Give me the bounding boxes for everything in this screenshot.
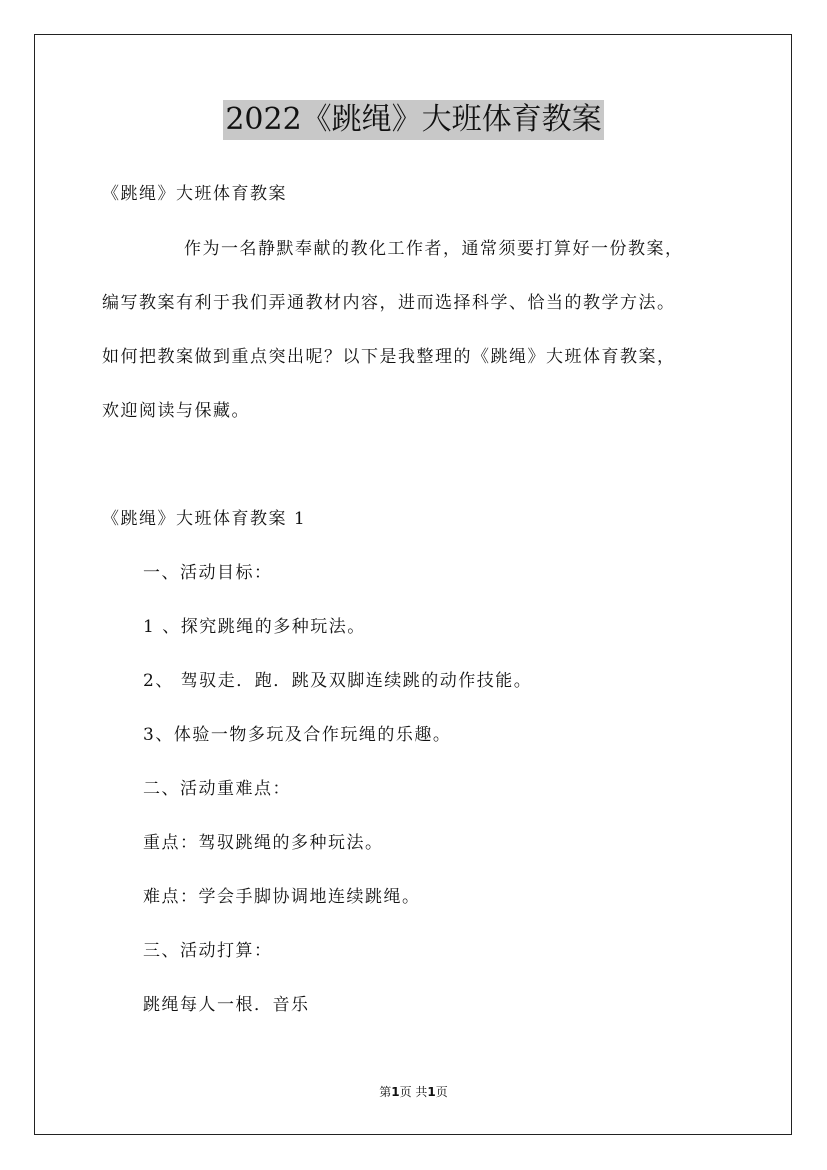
intro-line-2: 编写教案有利于我们弄通教材内容，进而选择科学、恰当的教学方法。: [102, 293, 676, 313]
page-footer: [0, 1084, 827, 1100]
list-item: 重点：驾驭跳绳的多种玩法。: [143, 833, 384, 853]
document-title: 2022《跳绳》大班体育教案: [223, 100, 603, 140]
list-item: 跳绳每人一根．音乐: [143, 995, 310, 1015]
list-item: 1 、探究跳绳的多种玩法。: [143, 617, 366, 637]
footer-suffix: 页: [435, 1085, 448, 1099]
intro-line-4: 欢迎阅读与保藏。: [102, 401, 250, 421]
list-item: 2、 驾驭走．跑．跳及双脚连续跳的动作技能。: [143, 671, 533, 691]
footer-total-pages: 1: [427, 1085, 436, 1099]
list-item: 3、体验一物多玩及合作玩绳的乐趣。: [143, 725, 452, 745]
footer-prefix: 第: [379, 1085, 392, 1099]
intro-line-3: 如何把教案做到重点突出呢？以下是我整理的《跳绳》大班体育教案，: [102, 347, 676, 367]
footer-mid: 页 共: [399, 1085, 428, 1099]
list-item: 难点：学会手脚协调地连续跳绳。: [143, 887, 421, 907]
document-subtitle: 《跳绳》大班体育教案: [102, 184, 287, 204]
list-item: 一、活动目标：: [143, 563, 273, 583]
intro-line-1: 作为一名静默奉献的教化工作者，通常须要打算好一份教案，: [184, 239, 684, 259]
footer-page-number: 1: [391, 1085, 400, 1099]
section-heading: 《跳绳》大班体育教案 1: [102, 509, 307, 529]
title-container: [0, 100, 827, 140]
list-item: 二、活动重难点：: [143, 779, 291, 799]
list-item: 三、活动打算：: [143, 941, 273, 961]
